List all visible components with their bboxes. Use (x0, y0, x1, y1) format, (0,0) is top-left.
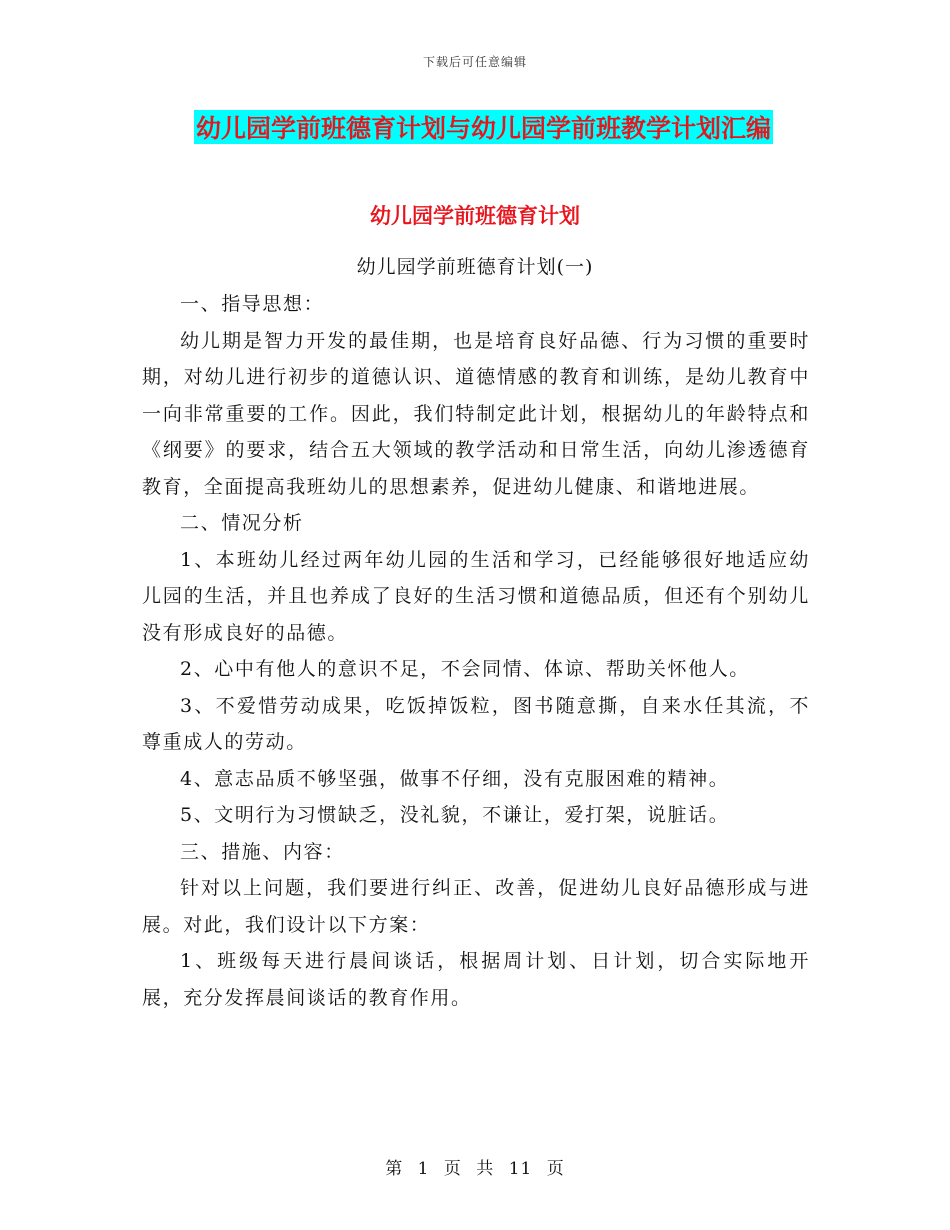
footer-total-unit: 页 (546, 1159, 565, 1179)
paragraph: 4、意志品质不够坚强，做事不仔细，没有克服困难的精神。 (180, 767, 730, 790)
footer-prefix: 第 (385, 1159, 404, 1179)
main-title-highlight (194, 110, 773, 144)
footer-page-unit: 页 (443, 1159, 462, 1179)
footer-total-prefix: 共 (476, 1159, 495, 1179)
page-footer (0, 1154, 950, 1179)
footer-page-number: 1 (417, 1159, 430, 1179)
main-title: 幼儿园学前班德育计划与幼儿园学前班教学计划汇编 (196, 114, 772, 143)
paragraph: 三、措施、内容： (180, 840, 345, 863)
paragraph: 二、情况分析 (180, 512, 304, 534)
section-title: 幼儿园学前班德育计划 (370, 204, 580, 228)
subtitle: 幼儿园学前班德育计划(一) (356, 256, 594, 278)
paragraph: 1、班级每天进行晨间谈话，根据周计划、日计划，切合实际地开展，充分发挥晨间谈话的教育作用。 (142, 950, 810, 1009)
paragraph: 5、文明行为习惯缺乏，没礼貌，不谦让，爱打架，说脏话。 (180, 804, 730, 826)
paragraph: 2、心中有他人的意识不足，不会同情、体谅、帮助关怀他人。 (180, 658, 750, 680)
header-note: 下载后可任意编辑 (422, 55, 527, 69)
paragraph: 针对以上问题，我们要进行纠正、改善，促进幼儿良好品德形成与进展。对此，我们设计以下方案： (142, 877, 810, 936)
paragraph: 1、本班幼儿经过两年幼儿园的生活和学习，已经能够很好地适应幼儿园的生活，并且也养成了良好的生活习惯和道德品质，但还有个别幼儿没有形成良好的品德。 (142, 548, 810, 644)
footer-total-pages: 11 (508, 1159, 533, 1179)
paragraph: 一、指导思想： (180, 293, 325, 315)
document-body (142, 286, 810, 1016)
paragraph: 3、不爱惜劳动成果，吃饭掉饭粒，图书随意撕，自来水任其流，不尊重成人的劳动。 (142, 694, 810, 753)
paragraph: 幼儿期是智力开发的最佳期，也是培育良好品德、行为习惯的重要时期，对幼儿进行初步的道德认识、道德情感的教育和训练，是幼儿教育中一向非常重要的工作。因此，我们特制定此计划，根据幼儿的年龄特点和《纲要》的要求，结合五大领域的教学活动和日常生活，向幼儿渗透德育教育，全面提高我班幼儿的思想素养，促进幼儿健康、和谐地进展。 (142, 329, 810, 498)
